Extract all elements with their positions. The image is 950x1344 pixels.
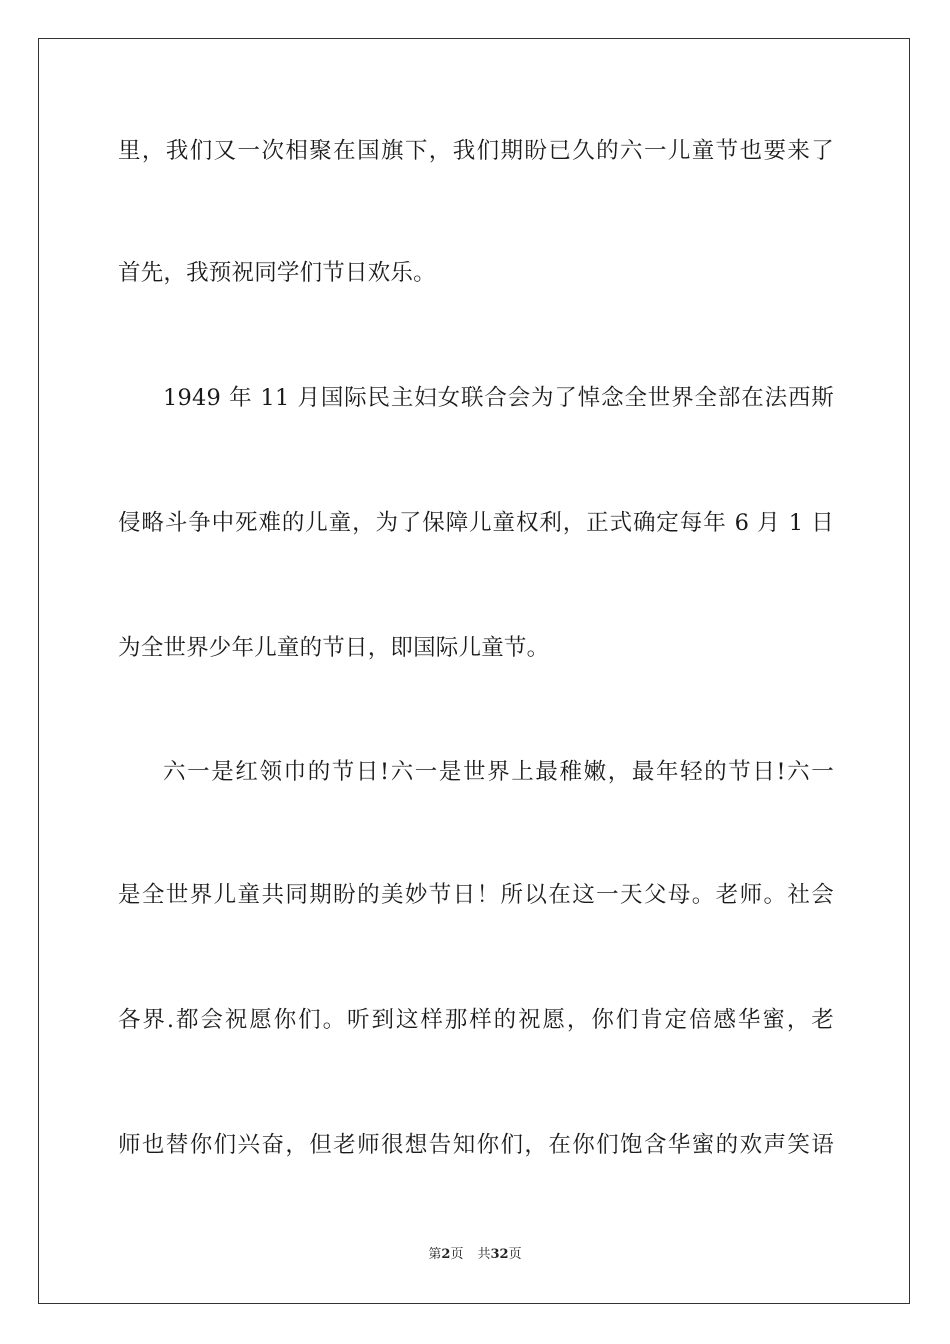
- text-line-7: 是全世界儿童共同期盼的美妙节日！所以在这一天父母。老师。社会: [118, 882, 834, 908]
- page-footer: [0, 1246, 950, 1264]
- footer-total-suffix: 页: [508, 1247, 522, 1262]
- text-line-8: 各界.都会祝愿你们。听到这样那样的祝愿，你们肯定倍感华蜜，老: [118, 1007, 834, 1033]
- page-border: [38, 38, 910, 1304]
- text-line-5: 为全世界少年儿童的节日，即国际儿童节。: [118, 635, 550, 661]
- footer-page-prefix: 第: [428, 1247, 442, 1262]
- text-line-4: 侵略斗争中死难的儿童，为了保障儿童权利，正式确定每年 6 月 1 日: [118, 510, 834, 536]
- text-line-2: 首先，我预祝同学们节日欢乐。: [118, 260, 436, 286]
- text-line-1: 里，我们又一次相聚在国旗下，我们期盼已久的六一儿童节也要来了: [118, 138, 834, 164]
- text-line-9: 师也替你们兴奋，但老师很想告知你们，在你们饱含华蜜的欢声笑语: [118, 1132, 834, 1158]
- text-line-6: 六一是红领巾的节日!六一是世界上最稚嫩，最年轻的节日!六一: [163, 759, 834, 785]
- footer-page-number: 2: [441, 1247, 451, 1262]
- text-line-3: 1949 年 11 月国际民主妇女联合会为了悼念全世界全部在法西斯: [163, 385, 834, 411]
- footer-total-pages: 32: [490, 1247, 509, 1262]
- footer-page-suffix: 页: [450, 1247, 464, 1262]
- footer-total-prefix: 共: [477, 1247, 491, 1262]
